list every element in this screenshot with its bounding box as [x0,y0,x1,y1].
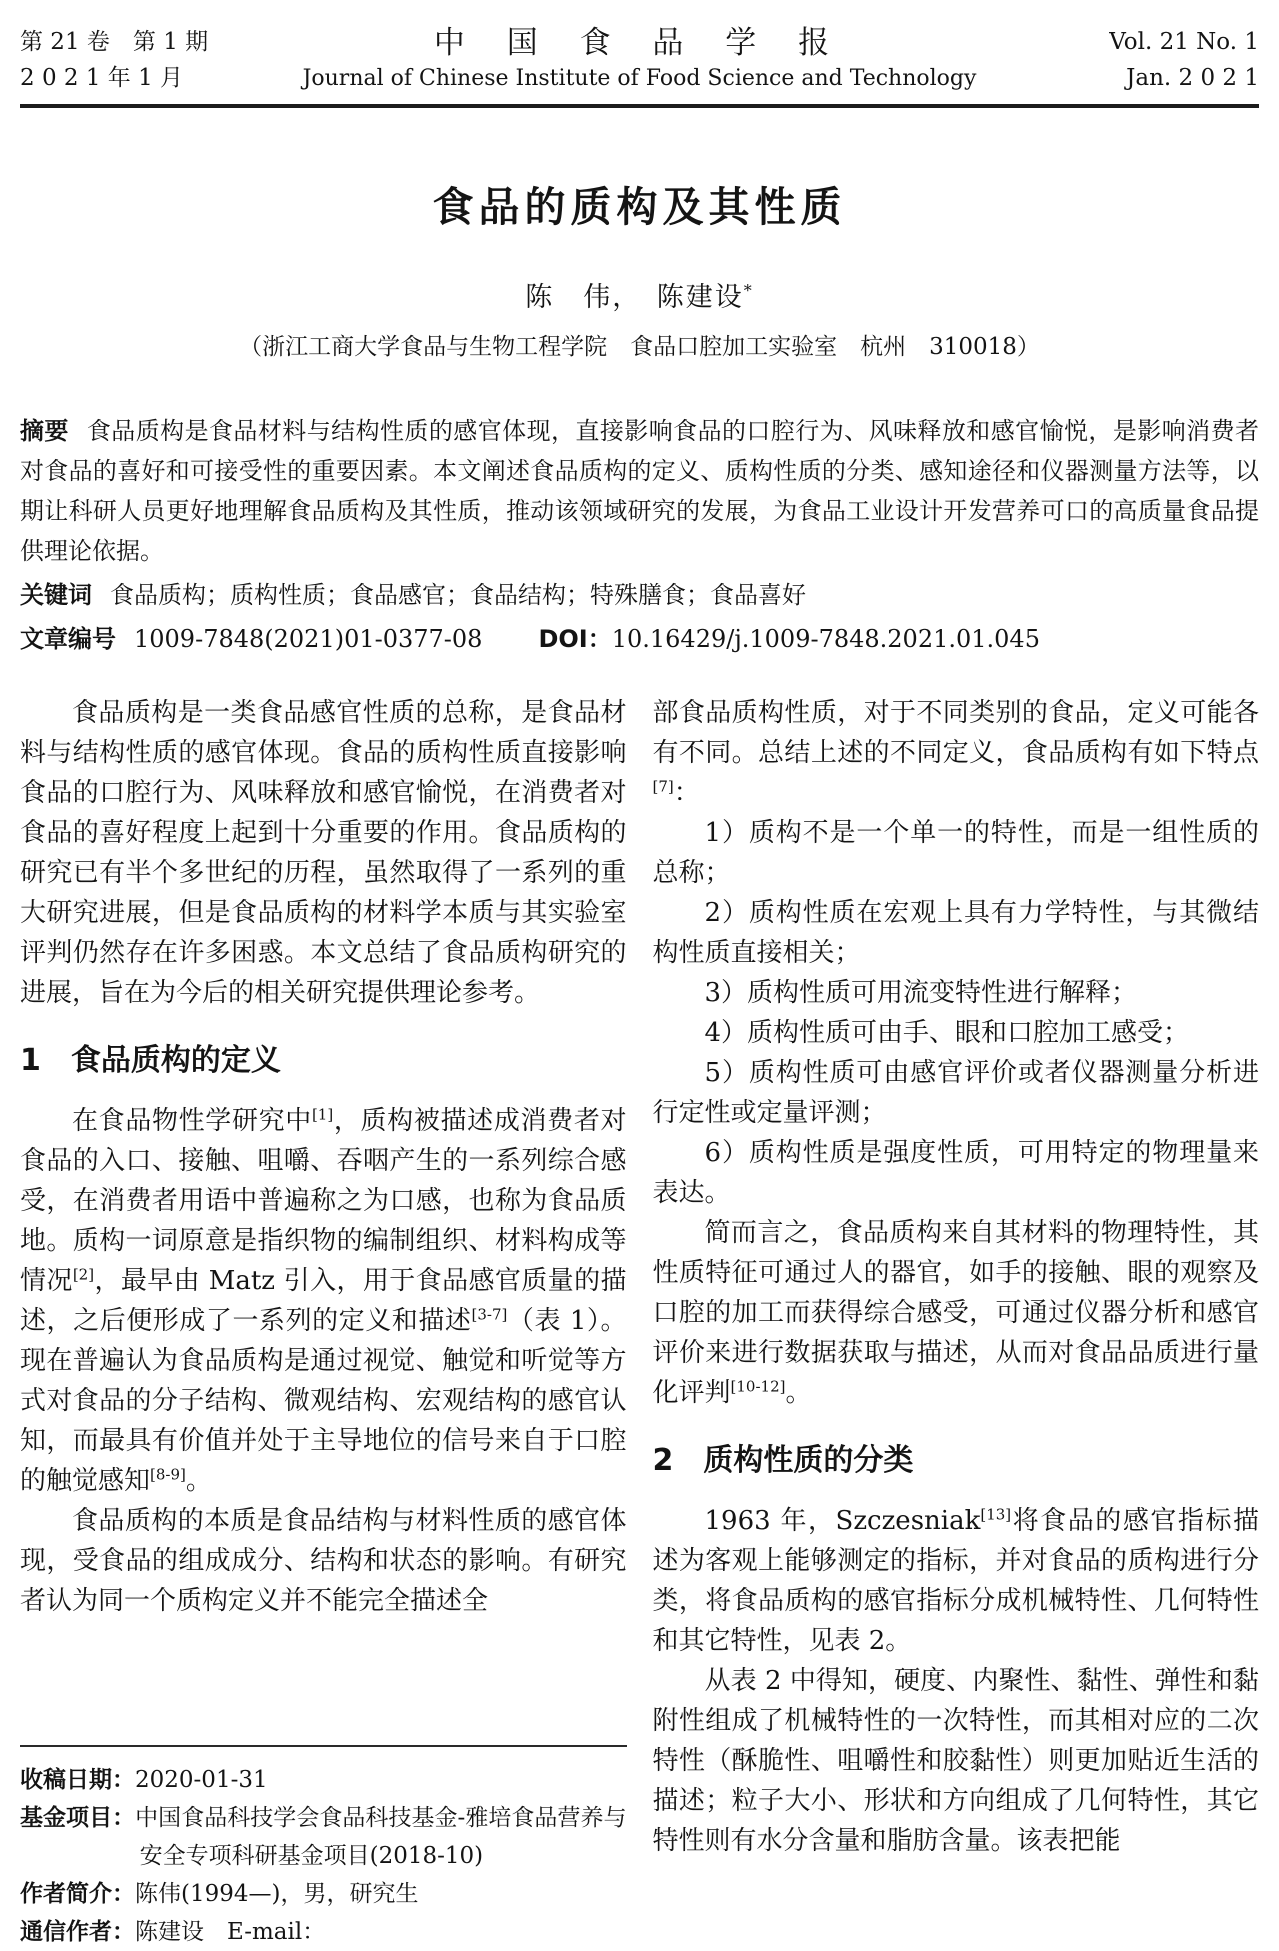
body-paragraph: 1963 年，Szczesniak[13]将食品的感官指标描述为客观上能够测定的指标，并对食品的质构进行分类，将食品质构的感官指标分成机械特性、几何特性和其它特性，见表 2。 [652,1505,1259,1656]
article-number-block [20,619,1259,659]
footnote-block [20,1745,627,1951]
footnote-line: 收稿日期：2020-01-31 [20,1767,268,1793]
footnote-label: 基金项目： [20,1805,136,1831]
body-paragraph: 1）质构不是一个单一的特性，而是一组性质的总称； [652,818,1259,888]
authors-names: 陈 伟， 陈建设 [525,282,744,313]
body-paragraph: 简而言之，食品质构来自其材料的物理特性，其性质特征可通过人的器官，如手的接触、眼的观察及口腔的加工而获得综合感受，可通过仪器分析和感官评价来进行数据获取与描述，从而对食品品质进行量化评判[10-12]。 [652,1218,1259,1408]
article-number-label: 文章编号 [20,625,116,653]
journal-vol-no-en: Vol. 21 No. 1 [1109,29,1259,55]
footnote-lines [20,1761,627,1951]
masthead-right [989,24,1259,96]
journal-masthead [20,24,1259,96]
abstract-block [20,411,1259,571]
footnote-label: 收稿日期： [20,1767,135,1793]
body-paragraph: 从表 2 中得知，硬度、内聚性、黏性、弹性和黏附性组成了机械特性的一次特性，而其相对应的二次特性（酥脆性、咀嚼性和胶黏性）则更加贴近生活的描述；粒子大小、形状和方向组成了几何特性，其它特性则有水分含量和脂肪含量。该表把能 [652,1666,1259,1856]
abstract-text: 食品质构是食品材料与结构性质的感官体现，直接影响食品的口腔行为、风味释放和感官愉悦，是影响消费者对食品的喜好和可接受性的重要因素。本文阐述食品质构的定义、质构性质的分类、感知途径和仪器测量方法等，以期让科研人员更好地理解食品质构及其性质，推动该领域研究的发展，为食品工业设计开发营养可口的高质量食品提供理论依据。 [20,417,1259,565]
footnote-label: 通信作者： [20,1919,135,1945]
body-paragraph: 部食品质构性质，对于不同类别的食品，定义可能各有不同。总结上述的不同定义，食品质构有如下特点[7]： [652,698,1259,808]
journal-date-en: Jan. 2 0 2 1 [1126,65,1259,91]
keywords-block [20,575,1259,615]
body-paragraph: 食品质构的本质是食品结构与材料性质的感官体现，受食品的组成成分、结构和状态的影响。有研究者认为同一个质构定义并不能完全描述全 [20,1506,627,1616]
left-column-content [20,693,627,1621]
corresponding-author-mark: * [743,281,754,300]
masthead-divider [20,104,1259,108]
doi-value: 10.16429/j.1009-7848.2021.01.045 [611,625,1040,653]
section-heading: 2 质构性质的分类 [652,1443,914,1478]
journal-title-cn: 中 国 食 品 学 报 [433,25,846,61]
keywords-text: 食品质构；质构性质；食品感官；食品结构；特殊膳食；食品喜好 [110,581,806,609]
article-title: 食品的质构及其性质 [432,183,847,231]
article-number-value: 1009-7848(2021)01-0377-08 [134,625,483,653]
body-paragraph: 5）质构性质可由感官评价或者仪器测量分析进行定性或定量评测； [652,1058,1259,1128]
footnote-line: 通信作者：陈建设 E-mail： [20,1919,326,1945]
right-column-content [653,693,1260,1861]
footnote-line: 作者简介：陈伟(1994—)，男，研究生 [20,1881,419,1907]
body-paragraph: 3）质构性质可用流变特性进行解释； [704,978,1138,1008]
body-paragraph: 在食品物性学研究中[1]，质构被描述成消费者对食品的入口、接触、咀嚼、吞咽产生的一系列综合感受，在消费者用语中普遍称之为口感，也称为食品质地。质构一词原意是指织物的编制组织、材料构成等情况[2]，最早由 Matz 引入，用于食品感官质量的描述，之后便形成了一系列的定义和描述[3-7]（表 1）。现在普遍认为食品质构是通过视觉、触觉和听觉等方式对食品的分子结构、微观结构、宏观结构的感官认知，而最具有价值并处于主导地位的信号来自于口腔的触觉感知[8-9]。 [20,1105,627,1496]
body-columns [20,693,1259,1951]
journal-volume-issue: 第 21 卷 第 1 期 [20,29,209,55]
masthead-center [290,24,989,96]
body-paragraph: 4）质构性质可由手、眼和口腔加工感受； [704,1018,1190,1048]
body-column-left [20,693,627,1951]
body-paragraph: 2）质构性质在宏观上具有力学特性，与其微结构性质直接相关； [652,898,1259,968]
journal-title-en: Journal of Chinese Institute of Food Science and Technology [302,66,977,91]
article-affiliation: （浙江工商大学食品与生物工程学院 食品口腔加工实验室 杭州 310018） [239,334,1040,360]
masthead-left [20,24,290,96]
body-paragraph: 6）质构性质是强度性质，可用特定的物理量来表达。 [652,1138,1259,1208]
article-authors [20,275,1259,314]
body-paragraph: 食品质构是一类食品感官性质的总称，是食品材料与结构性质的感官体现。食品的质构性质直接影响食品的口腔行为、风味释放和感官愉悦，在消费者对食品的喜好程度上起到十分重要的作用。食品质构的研究已有半个多世纪的历程，虽然取得了一系列的重大研究进展，但是食品质构的材料学本质与其实验室评判仍然存在许多困惑。本文总结了食品质构研究的进展，旨在为今后的相关研究提供理论参考。 [20,698,627,1008]
section-heading: 1 食品质构的定义 [20,1043,281,1078]
doi-label: DOI： [538,625,612,653]
keywords-label: 关键词 [20,581,92,609]
body-column-right [653,693,1260,1951]
abstract-label: 摘要 [20,417,69,445]
footnote-line: 基金项目：中国食品科技学会食品科技基金-雅培食品营养与安全专项科研基金项目(2018-10) [20,1805,627,1869]
journal-date-cn: 2 0 2 1 年 1 月 [20,65,184,91]
footnote-label: 作者简介： [20,1881,135,1907]
